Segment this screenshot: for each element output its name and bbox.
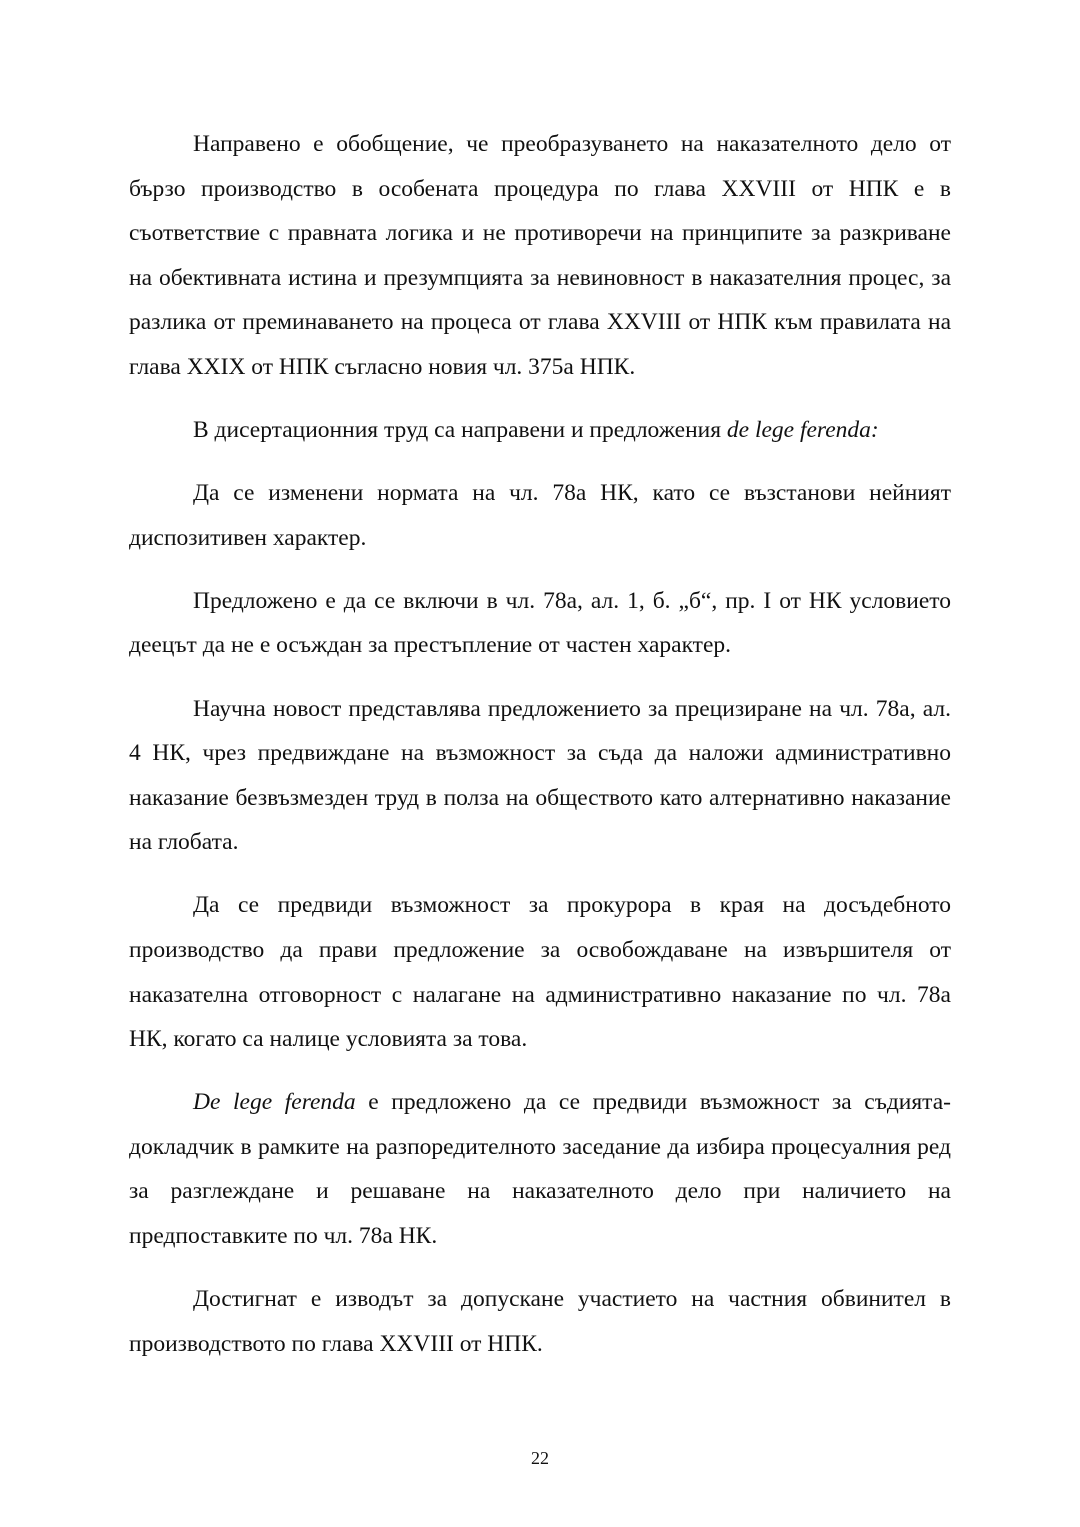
paragraph-private-prosecutor: Достигнат е изводът за допускане участието на частния обвинител в производството по глава XXVIII от НПК. <box>129 1286 951 1357</box>
paragraph-proposals-intro: В дисертационния труд са направени и предложения de lege ferenda: <box>193 417 879 444</box>
page-number: 22 <box>531 1448 549 1468</box>
paragraph-summary-conversion: Направено е обобщение, че преобразуването на наказателното дело от бързо производство в особената процедура по глава XXVIII от НПК е в съответствие с правната логика и не противоречи на принципите за разкриване на обективната истина и презумпцията за невиновност в наказателния процес, за разлика от преминаването на процеса от глава XXVIII от НПК към правилата на глава XXIX от НПК съгласно новия чл. 375а НПК. <box>129 131 951 380</box>
latin-phrase: de lege ferenda: <box>726 417 879 444</box>
paragraph-judge-rapporteur: De lege ferenda е предложено да се предвиди възможност за съдията-докладчик в рамките на разпоредителното заседание да избира процесуалния ред за разглеждане и решаване на наказателното дело при наличието на предпоставките по чл. 78а НК. <box>129 1089 951 1250</box>
paragraph-proposal-78a-condition: Предложено е да се включи в чл. 78а, ал. 1, б. „б“, пр. I от НК условието деецът да не е осъждан за престъпление от частен характер. <box>129 587 951 659</box>
paragraph-prosecutor-proposal: Да се предвиди възможност за прокурора в края на досъдебното производство да прави предложение за освобождаване на извършителя от наказателна отговорност с налагане на административно наказание по чл. 78а НК, когато са налице условията за това. <box>129 892 951 1053</box>
paragraph-proposal-78a-norm: Да се изменени нормата на чл. 78а НК, като се възстанови нейният диспозитивен характер. <box>129 480 951 551</box>
body-text <box>129 122 951 1385</box>
paragraph-scientific-novelty: Научна новост представлява предложението за прецизиране на чл. 78а, ал. 4 НК, чрез предвиждане на възможност за съда да наложи административно наказание безвъзмезден труд в полза на обществото като алтернативно наказание на глобата. <box>129 695 951 856</box>
latin-phrase: De lege ferenda <box>193 1089 356 1116</box>
